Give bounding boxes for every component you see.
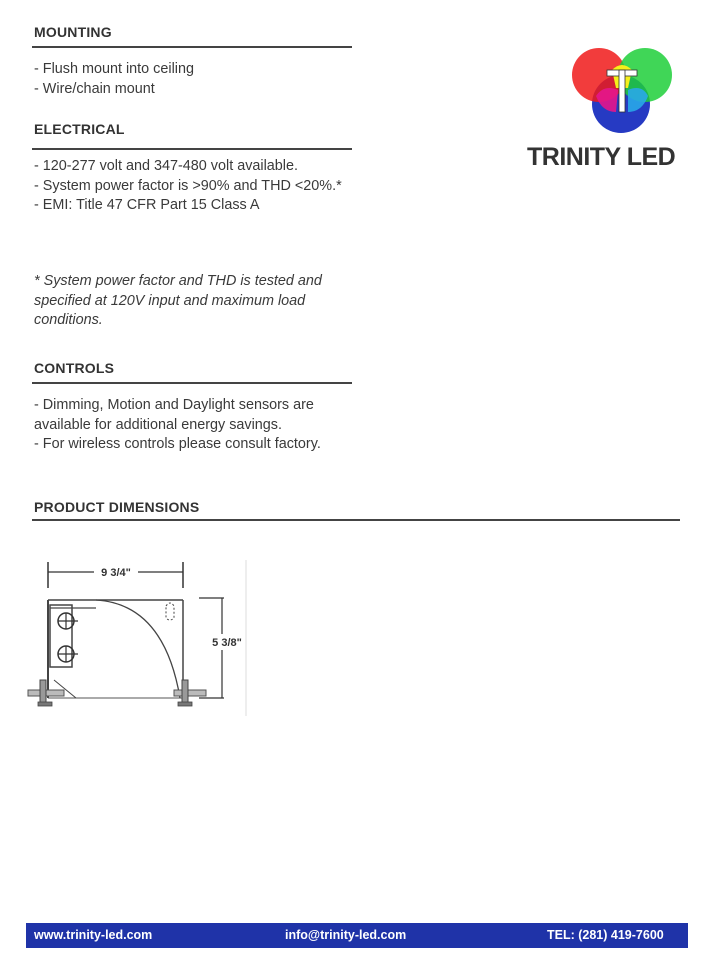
height-dimension-label: 5 3/8"	[212, 637, 242, 649]
electrical-item-power-factor: - System power factor is >90% and THD <20%.*	[34, 177, 342, 194]
footer-phone: TEL: (281) 419-7600	[547, 928, 664, 942]
logo-t-stem	[619, 70, 625, 112]
mounting-heading: MOUNTING	[34, 24, 112, 40]
electrical-item-emi: - EMI: Title 47 CFR Part 15 Class A	[34, 197, 260, 213]
mounting-list	[34, 60, 354, 99]
controls-list	[34, 396, 354, 455]
controls-heading: CONTROLS	[34, 360, 115, 376]
dimensions-divider	[32, 519, 680, 521]
footer-email-link[interactable]: info@trinity-led.com	[285, 928, 407, 942]
footer-bar	[26, 923, 688, 948]
width-dimension-label: 9 3/4"	[101, 567, 131, 579]
controls-divider	[32, 382, 352, 384]
electrical-item-voltage: - 120-277 volt and 347-480 volt available.	[34, 158, 299, 174]
controls-item-sensors: - Dimming, Motion and Daylight sensors are available for additional energy savings.	[34, 397, 314, 433]
electrical-footnote: * System power factor and THD is tested and specified at 120V input and maximum load conditions.	[34, 273, 322, 328]
mounting-divider	[32, 46, 352, 48]
fixture-dimension-drawing	[24, 530, 264, 720]
footer-website-link[interactable]: www.trinity-led.com	[34, 928, 153, 942]
electrical-list	[34, 157, 354, 216]
dimensions-heading: PRODUCT DIMENSIONS	[34, 499, 200, 515]
mounting-item-flush: - Flush mount into ceiling	[34, 61, 194, 77]
controls-item-wireless: - For wireless controls please consult factory.	[34, 436, 321, 452]
brand-wordmark: TRINITY LED	[527, 143, 676, 171]
electrical-divider	[32, 148, 352, 150]
mounting-item-wire: - Wire/chain mount	[34, 80, 155, 97]
electrical-heading: ELECTRICAL	[34, 121, 125, 137]
